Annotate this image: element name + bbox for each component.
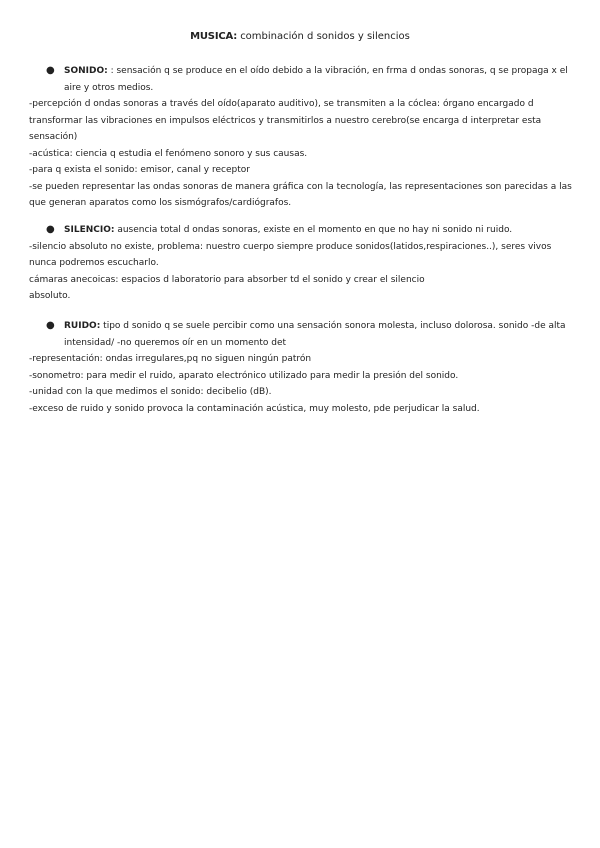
bullet-item (29, 318, 575, 351)
bullet-item (29, 222, 575, 239)
section-sonido (29, 63, 575, 212)
bullet-dot-icon: ● (46, 224, 55, 235)
note-line: absoluto. (29, 291, 71, 301)
section-term: RUIDO: (64, 321, 101, 331)
section-silencio (29, 222, 575, 305)
section-definition: tipo d sonido q se suele percibir como una sensación sonora molesta, incluso dolorosa. sonido -de alta intensidad/ -no queremos oír en un momento det (64, 321, 566, 348)
note-line: -se pueden representar las ondas sonoras de manera gráfica con la tecnología, las representaciones son parecidas a las que generan aparatos como los sismógrafos/cardiógrafos. (29, 181, 572, 208)
note-line: -acústica: ciencia q estudia el fenómeno sonoro y sus causas. (29, 148, 308, 159)
note-line: -unidad con la que medimos el sonido: decibelio (dB). (29, 387, 272, 397)
document-title (0, 29, 600, 46)
note-line: -sonometro: para medir el ruido, aparato electrónico utilizado para medir la presión del sonido. (29, 370, 459, 381)
bullet-dot-icon: ● (46, 65, 55, 76)
note-line: -para q exista el sonido: emisor, canal y receptor (29, 165, 250, 175)
bullet-dot-icon: ● (46, 320, 55, 331)
section-ruido (29, 318, 575, 417)
title-text: combinación d sonidos y silencios (240, 31, 410, 42)
section-definition: : sensación q se produce en el oído debido a la vibración, en frma d ondas sonoras, q se propaga x el aire y otros medios. (64, 66, 568, 93)
section-term: SILENCIO: (64, 225, 115, 235)
title-head: MUSICA: (190, 31, 237, 42)
note-line: -representación: ondas irregulares,pq no siguen ningún patrón (29, 354, 312, 364)
note-line: -exceso de ruido y sonido provoca la contaminación acústica, muy molesto, pde perjudicar la salud. (29, 403, 480, 414)
bullet-item (29, 63, 575, 96)
section-definition: ausencia total d ondas sonoras, existe en el momento en que no hay ni sonido ni ruido. (114, 225, 513, 235)
note-line: -percepción d ondas sonoras a través del oído(aparato auditivo), se transmiten a la cóclea: órgano encargado d transformar las vibraciones en impulsos eléctricos y transmitirlos a nuestro cerebro(se encarga d interpretar esta sensación) (29, 99, 542, 142)
note-line: -silencio absoluto no existe, problema: nuestro cuerpo siempre produce sonidos(latidos,respiraciones..), seres vivos nunca podremos escucharlo. (29, 241, 552, 268)
section-term: SONIDO: (64, 66, 108, 76)
note-line: cámaras anecoicas: espacios d laboratorio para absorber td el sonido y crear el silencio (29, 274, 425, 285)
